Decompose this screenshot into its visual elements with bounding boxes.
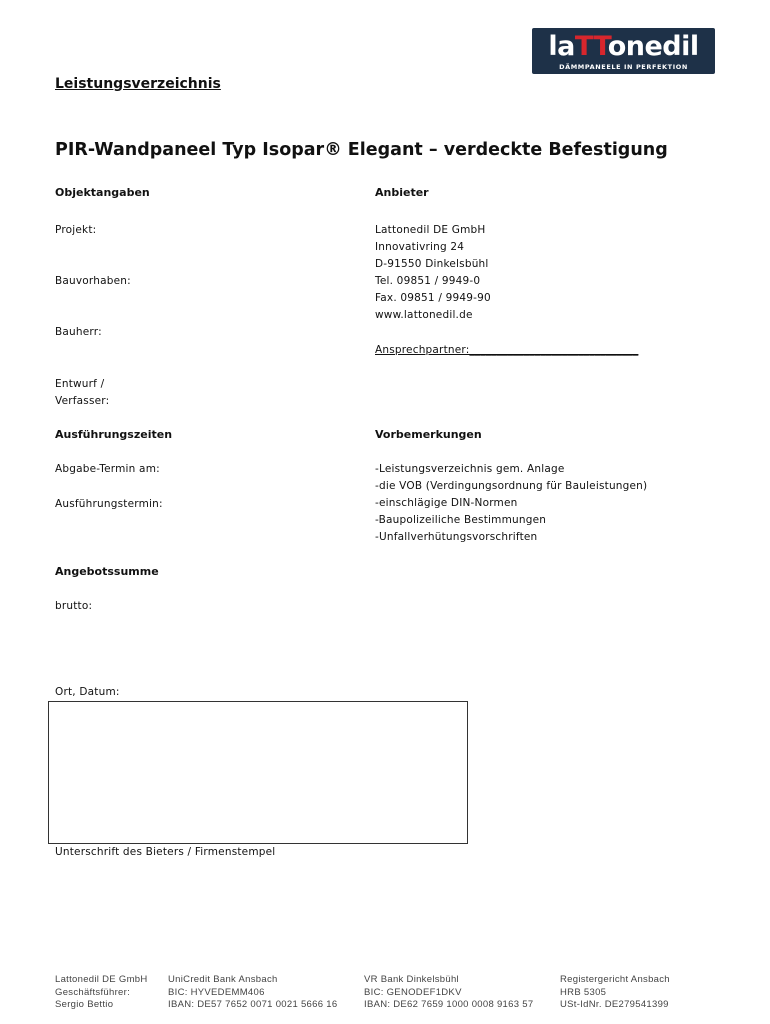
vorbemerkungen-list (375, 461, 647, 546)
footer-line: Registergericht Ansbach (560, 974, 670, 985)
footer-line: Sergio Bettio (55, 999, 114, 1010)
logo-tagline: DÄMMPANEELE IN PERFEKTION (559, 63, 688, 71)
signature-box[interactable] (48, 701, 468, 844)
logo-wordmark: laTTonedil (548, 31, 699, 62)
footer-line: USt-IdNr. DE279541399 (560, 999, 669, 1010)
footer-line: IBAN: DE62 7659 1000 0008 9163 57 (364, 999, 534, 1010)
brutto-label: brutto: (55, 600, 93, 612)
anbieter-line: D-91550 Dinkelsbühl (375, 258, 489, 270)
footer-line: IBAN: DE57 7652 0071 0021 5666 16 (168, 999, 338, 1010)
vorbemerkung-item: -Leistungsverzeichnis gem. Anlage (375, 463, 565, 475)
anbieter-line: www.lattonedil.de (375, 309, 473, 321)
footer-line: HRB 5305 (560, 986, 607, 998)
entwurf-label: Entwurf / (55, 378, 105, 390)
vorbemerkung-item: -Unfallverhütungsvorschriften (375, 531, 538, 543)
anbieter-line: Lattonedil DE GmbH (375, 224, 486, 236)
signature-caption: Unterschrift des Bieters / Firmenstempel (55, 846, 276, 858)
ansprechpartner-field: Ansprechpartner:_______________________________ (375, 344, 639, 356)
verfasser-label: Verfasser: (55, 395, 110, 407)
product-title: PIR-Wandpaneel Typ Isopar® Elegant – verdeckte Befestigung (55, 140, 668, 160)
anbieter-address (375, 222, 491, 324)
vorbemerkung-item: -einschlägige DIN-Normen (375, 497, 518, 509)
vorbemerkungen-heading: Vorbemerkungen (375, 428, 482, 441)
footer-line: UniCredit Bank Ansbach (168, 974, 278, 985)
footer-line: Geschäftsführer: (55, 986, 131, 998)
footer-bank-vr (364, 974, 533, 1012)
footer-line: Lattonedil DE GmbH (55, 974, 148, 985)
company-logo (532, 28, 715, 74)
document-title: Leistungsverzeichnis (55, 76, 221, 92)
footer-bank-unicredit (168, 974, 337, 1012)
bauvorhaben-label: Bauvorhaben: (55, 275, 131, 287)
ort-datum-label: Ort, Datum: (55, 686, 120, 698)
objekt-heading: Objektangaben (55, 186, 150, 199)
angebot-heading: Angebotssumme (55, 565, 159, 578)
anbieter-line: Tel. 09851 / 9949-0 (375, 275, 481, 287)
footer-line: BIC: GENODEF1DKV (364, 986, 462, 998)
ausfuehrungstermin-label: Ausführungstermin: (55, 498, 163, 510)
ausfuehrung-heading: Ausführungszeiten (55, 428, 173, 441)
anbieter-line: Innovativring 24 (375, 241, 465, 253)
anbieter-line: Fax. 09851 / 9949-90 (375, 292, 491, 304)
projekt-label: Projekt: (55, 224, 97, 236)
bauherr-label: Bauherr: (55, 326, 102, 338)
abgabe-termin-label: Abgabe-Termin am: (55, 463, 160, 475)
footer-line: BIC: HYVEDEMM406 (168, 986, 265, 998)
vorbemerkung-item: -Baupolizeiliche Bestimmungen (375, 514, 547, 526)
anbieter-heading: Anbieter (375, 186, 429, 199)
vorbemerkung-item: -die VOB (Verdingungsordnung für Bauleistungen) (375, 480, 648, 492)
footer-register (560, 974, 670, 1012)
footer-line: VR Bank Dinkelsbühl (364, 974, 459, 985)
footer-company (55, 974, 148, 1012)
